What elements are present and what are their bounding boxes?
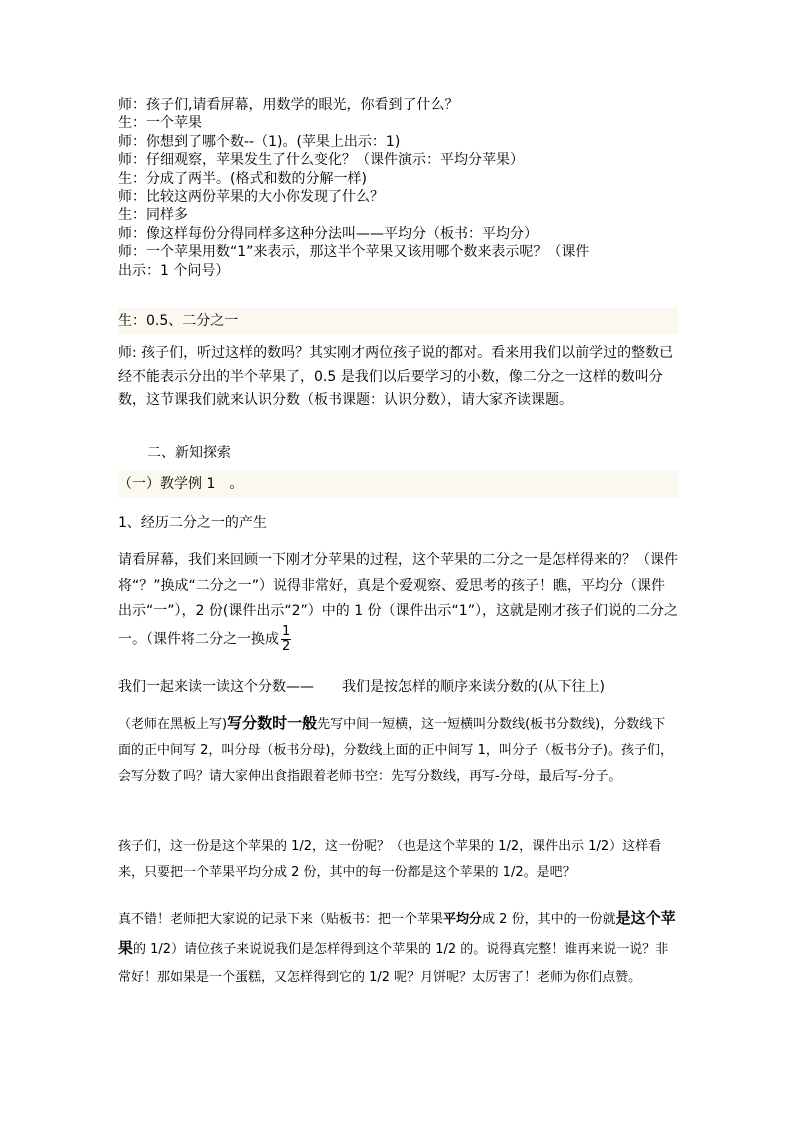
dialogue-line: 生：分成了两半。(格式和数的分解一样) <box>118 170 367 187</box>
write-emphasis: 写分数时一般 <box>227 714 318 732</box>
write-prefix: （老师在黑板上写) <box>118 717 228 732</box>
subsection-heading: （一）教学例 1 。 <box>118 470 678 498</box>
section-heading: 二、新知探索 <box>147 445 231 461</box>
praise-text: 的 1/2）请位孩子来说说我们是怎样得到这个苹果的 1/2 的。说得真完整！谁再来说一说？非常好！那如果是一个蛋糕，又怎样得到它的 1/2 呢？月饼呢？太厉害了！老师为你们点赞。 <box>118 942 669 985</box>
review-paragraph <box>118 548 678 654</box>
dialogue-line: 师：一个苹果用数“1”来表示，那这半个苹果又该用哪个数来表示呢？（课件 <box>118 244 590 261</box>
fraction-numerator: 1 <box>282 623 291 639</box>
praise-text: 成 2 份，其中的一份就 <box>482 912 616 927</box>
dialogue-block <box>118 96 678 280</box>
dialogue-line: 生：同样多 <box>118 207 188 224</box>
praise-emphasis: 平均分 <box>443 912 483 927</box>
item-heading: 1、经历二分之一的产生 <box>118 515 267 531</box>
review-text: 请看屏幕，我们来回顾一下刚才分苹果的过程，这个苹果的二分之一是怎样得来的？（课件将“？”换成“二分之一”）说得非常好，真是个爱观察、爱思考的孩子！瞧，平均分（课件出示“一”），2 份(课件出示“2”）中的 1 份（课件出示“1”），这就是刚才孩子们说的二分之一。（课件将二分之一换成 <box>118 552 678 647</box>
dialogue-line: 师：孩子们,请看屏幕，用数学的眼光，你看到了什么？ <box>118 97 459 113</box>
read-instruction: 我们一起来读一读这个分数—— 我们是按怎样的顺序来读分数的(从下往上) <box>118 679 605 695</box>
dialogue-line: 师：比较这两份苹果的大小你发现了什么？ <box>118 189 384 206</box>
praise-big-emphasis: 是这个苹果 <box>118 909 676 957</box>
dialogue-line: 师：像这样每份分得同样多这种分法叫——平均分（板书：平均分） <box>118 225 538 242</box>
praise-text: 真不错！老师把大家说的记录下来（贴板书：把一个苹果 <box>118 912 444 927</box>
fraction-denominator: 2 <box>282 638 291 654</box>
student-answer: 生：0.5、二分之一 <box>118 308 678 334</box>
praise-paragraph <box>118 904 678 992</box>
write-paragraph <box>118 710 678 790</box>
half-paragraph: 孩子们，这一份是这个苹果的 1/2，这一份呢？（也是这个苹果的 1/2，课件出示 1/2）这样看来，只要把一个苹果平均分成 2 份，其中的每一份都是这个苹果的 1/2。是吧？ <box>118 839 662 880</box>
fraction-one-half <box>281 625 291 654</box>
dialogue-line: 生：一个苹果 <box>118 115 202 132</box>
write-text: 先写中间一短横，这一短横叫分数线(板书分数线)，分数线下面的正中间写 2，叫分母（板书分母)，分数线上面的正中间写 1，叫分子（板书分子)。孩子们，会写分数了吗？请大家伸出食指跟着老师书空：先写分数线，再写-分母，最后写-分子。 <box>118 717 673 784</box>
dialogue-line: 师：仔细观察，苹果发生了什么变化？（课件演示：平均分苹果） <box>118 152 524 169</box>
dialogue-line: 师：你想到了哪个数--（1)。(苹果上出示：1) <box>118 133 401 150</box>
teacher-intro: 师: 孩子们，听过这样的数吗？其实刚才两位孩子说的都对。看来用我们以前学过的整数已经不能表示分出的半个苹果了，0.5 是我们以后要学习的小数，像二分之一这样的数叫分数，这节课我们就来认识分数（板书课题：认识分数），请大家齐读课题。 <box>118 345 674 408</box>
dialogue-line: 出示：1 个问号） <box>118 262 230 279</box>
